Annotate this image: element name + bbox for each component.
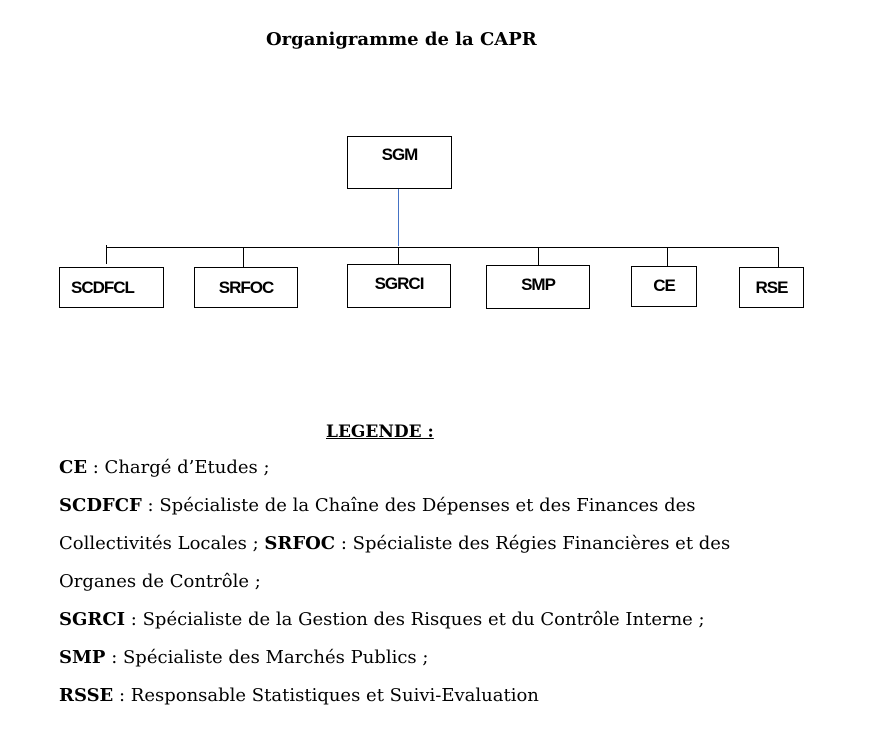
legend-abbr: SRFOC — [264, 533, 336, 554]
legend-abbr: RSSE — [59, 685, 114, 706]
org-node-label: CE — [653, 276, 675, 295]
legend-line — [59, 685, 539, 706]
page-title: Organigramme de la CAPR — [266, 29, 537, 50]
legend-text: : Spécialiste des Marchés Publics ; — [105, 647, 429, 668]
legend-line — [59, 533, 730, 554]
legend-text: : Chargé d’Etudes ; — [87, 457, 270, 478]
connector-scdfcl — [106, 245, 107, 264]
legend-text: Collectivités Locales ; — [59, 533, 265, 554]
org-node-label: SMP — [521, 275, 555, 294]
connector-srfoc — [243, 248, 244, 267]
legend-title: LEGENDE : — [326, 422, 434, 442]
org-node-label: RSE — [755, 277, 788, 297]
org-node-scdfcl — [59, 267, 164, 308]
legend-text: : Responsable Statistiques et Suivi-Evaluation — [113, 685, 539, 706]
legend-line — [59, 609, 705, 630]
legend-abbr: SCDFCF — [59, 495, 142, 516]
org-node-label: SGRCI — [374, 274, 424, 293]
org-node-label: SCDFCL — [71, 277, 134, 297]
org-node-sgrci — [347, 264, 451, 308]
org-node-sgm — [347, 136, 452, 189]
org-node-srfoc — [194, 267, 298, 308]
legend-abbr: CE — [59, 457, 88, 478]
legend-text: Organes de Contrôle ; — [59, 571, 261, 592]
horizontal-connector — [106, 247, 779, 248]
org-node-label: SRFOC — [218, 277, 274, 297]
legend-text: : Spécialiste des Régies Financières et des — [335, 533, 731, 554]
org-node-label: SGM — [381, 145, 418, 164]
legend-line — [59, 571, 261, 592]
legend-line — [59, 495, 696, 516]
connector-smp — [538, 248, 539, 265]
org-node-ce — [631, 266, 697, 307]
connector-rse — [778, 248, 779, 267]
root-connector — [398, 189, 399, 246]
legend-line — [59, 647, 428, 668]
legend-abbr: SMP — [59, 647, 106, 668]
legend-text: : Spécialiste de la Chaîne des Dépenses et des Finances des — [141, 495, 696, 516]
legend-line — [59, 457, 270, 478]
legend-abbr: SGRCI — [59, 609, 126, 630]
legend-text: : Spécialiste de la Gestion des Risques et du Contrôle Interne ; — [125, 609, 705, 630]
connector-sgrci — [398, 248, 399, 264]
org-node-rse — [739, 267, 804, 308]
org-node-smp — [486, 265, 590, 309]
connector-ce — [667, 248, 668, 266]
